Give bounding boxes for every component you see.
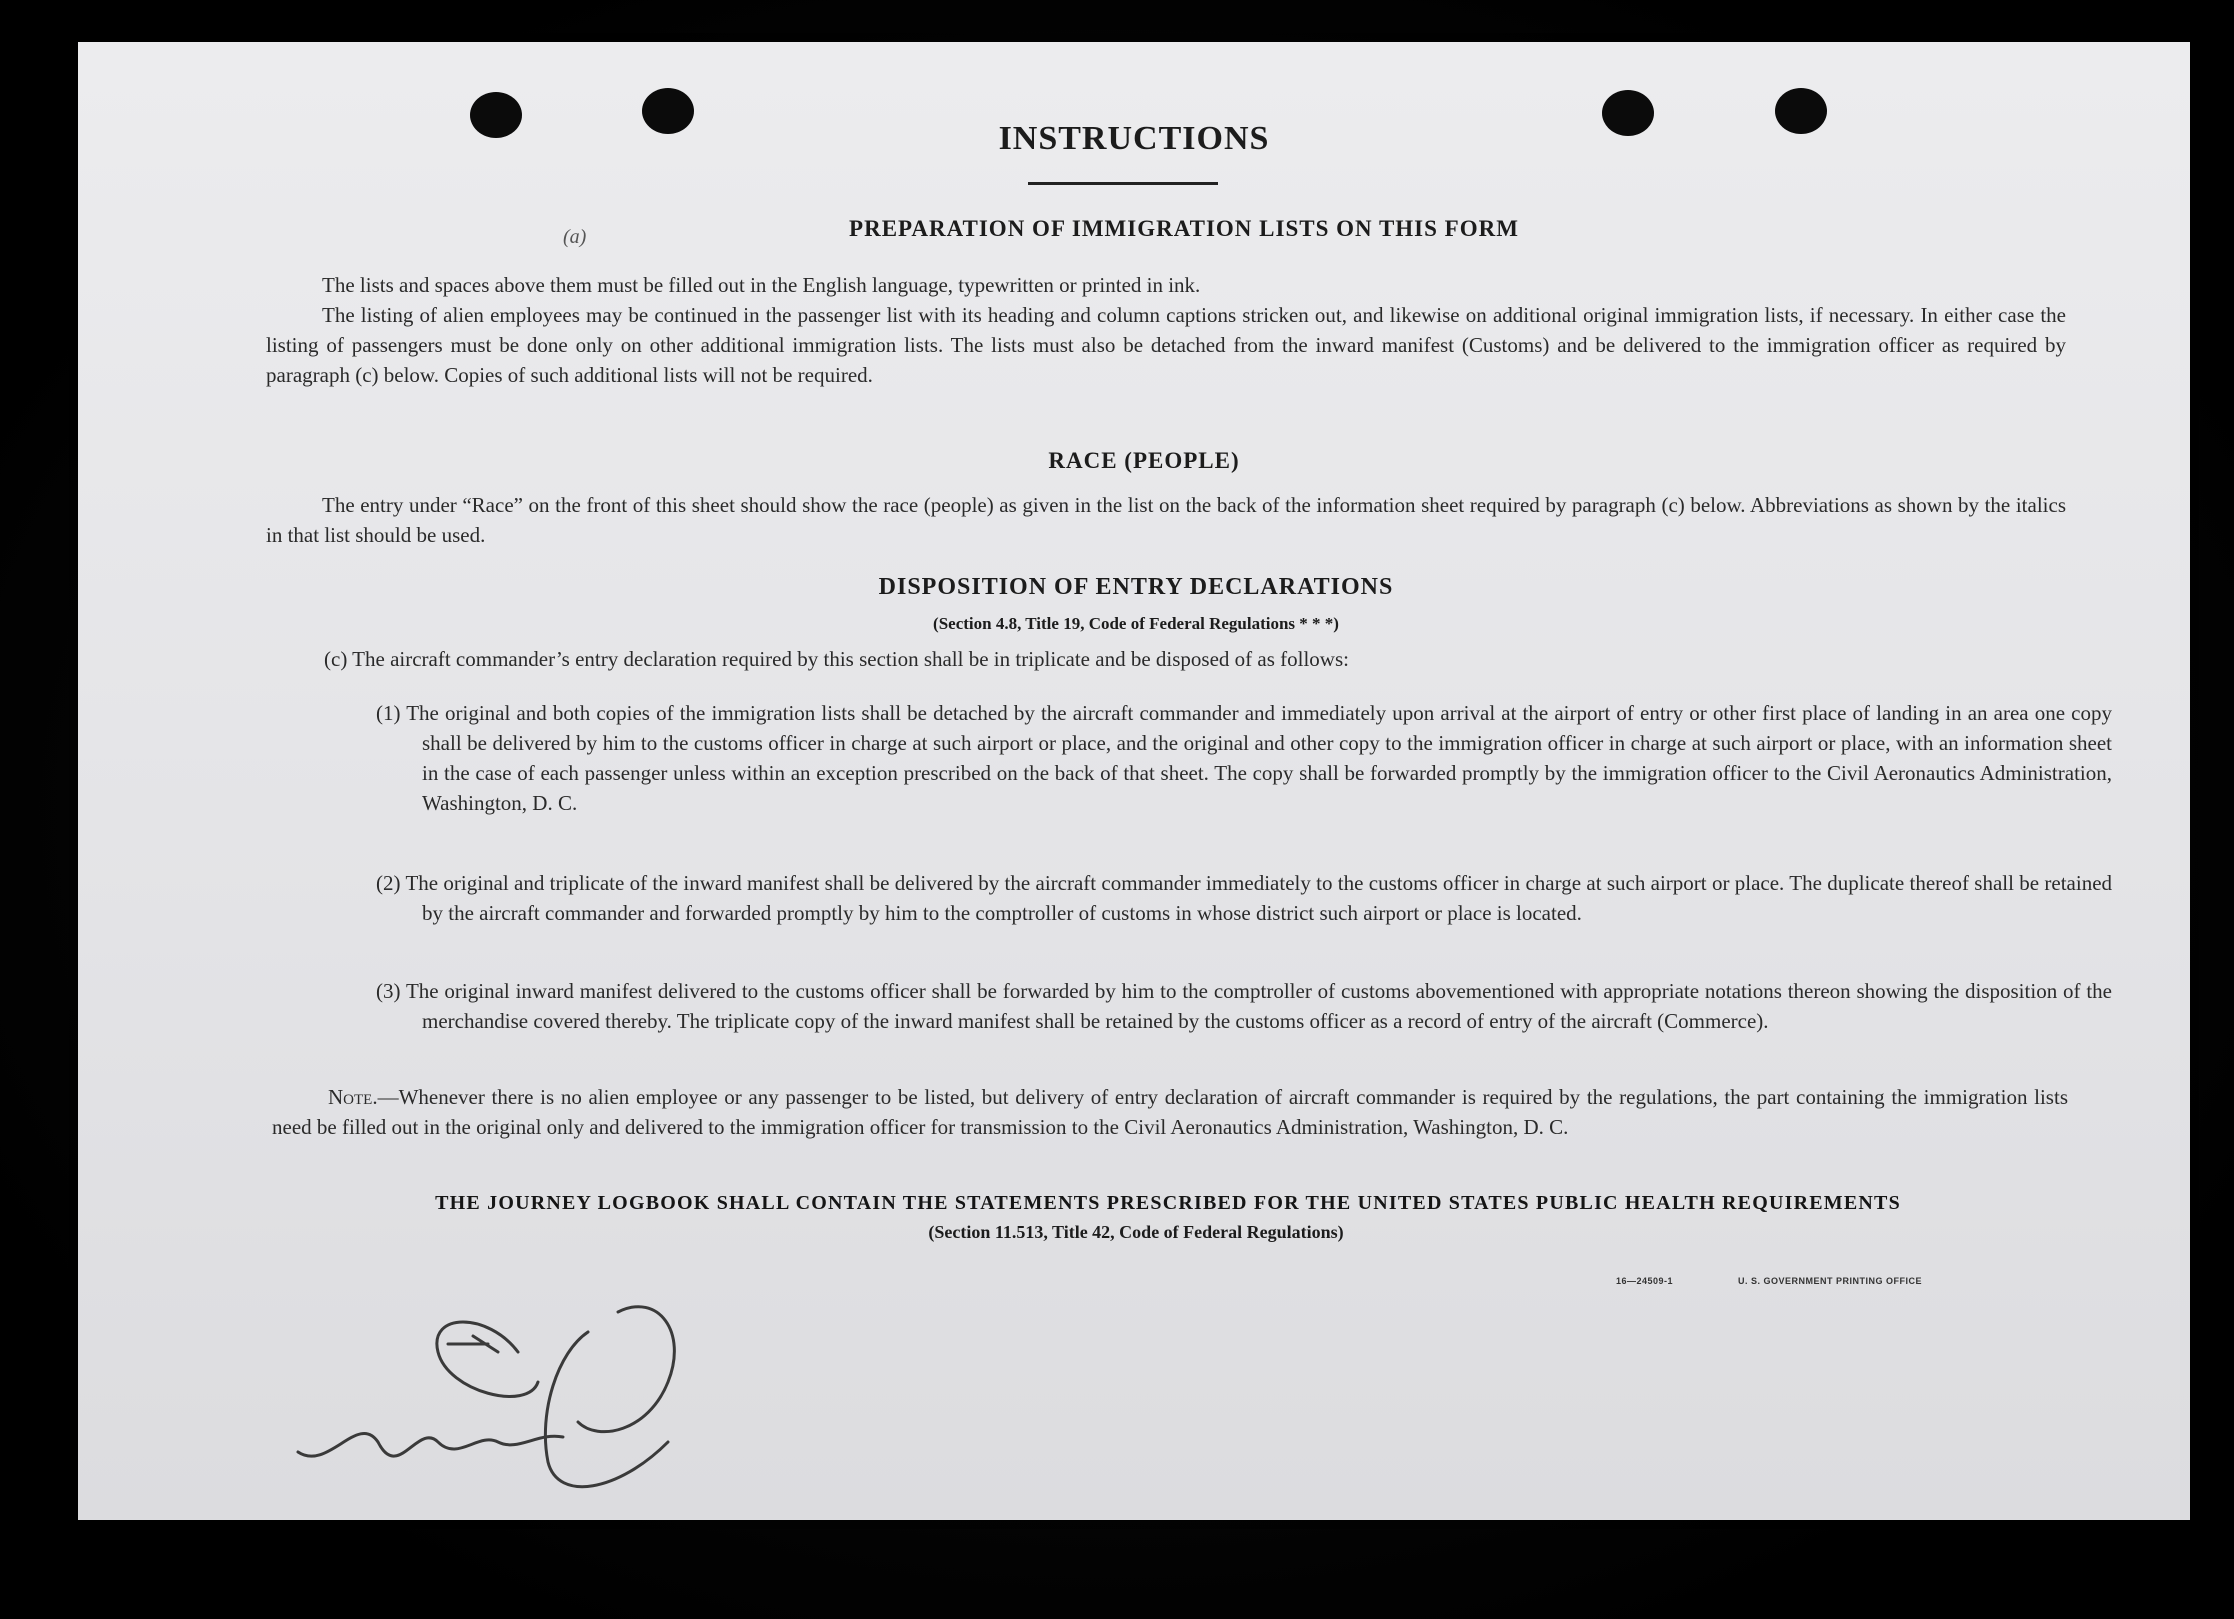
list-item-text: The original and both copies of the immigration lists shall be detached by the aircraft commander and immediately upon arrival at the airport of entry or other first place of landing in an area one copy shall be delivered by him to the customs officer in charge at such airport or place, and the original and other copy to the immigration officer in charge at such airport or place, with an information sheet in the case of each passenger unless within an exception prescribed on the back of that sheet. The copy shall be forwarded promptly by the immigration officer to the Civil Aeronautics Administration, Washington, D. C. <box>406 701 2112 815</box>
paragraph-race: The entry under “Race” on the front of this sheet should show the race (people) as given in the list on the back of the information sheet required by paragraph (c) below. Abbreviations as shown by the italics in that list should be used. <box>266 493 2066 547</box>
paragraph-alien-employees: The listing of alien employees may be continued in the passenger list with its heading and column captions stricken out, and likewise on additional original immigration lists, if necessary. In either case the listing of passengers must be done only on other additional immigration lists. The lists must also be detached from the inward manifest (Customs) and be delivered to the immigration officer as required by paragraph (c) below. Copies of such additional lists will not be required. <box>266 303 2066 387</box>
section-subheading-citation: (Section 4.8, Title 19, Code of Federal Regulations * * *) <box>933 614 1339 633</box>
section-heading-race: RACE (PEOPLE) <box>1048 448 1240 473</box>
note-text: —Whenever there is no alien employee or any passenger to be listed, but delivery of entry declaration of aircraft commander is required by the regulations, the part containing the immigration lists need be filled out in the original only and delivered to the immigration officer for transmission to the Civil Aeronautics Administration, Washington, D. C. <box>272 1085 2068 1139</box>
paragraph-intro-c: (c) The aircraft commander’s entry declaration required by this section shall be in triplicate and be disposed of as follows: <box>324 647 1349 671</box>
list-item-text: The original and triplicate of the inward manifest shall be delivered by the aircraft commander immediately to the customs officer in charge at such airport or place. The duplicate thereof shall be retained by the aircraft commander and forwarded promptly by him to the comptroller of customs in whose district such airport or place is located. <box>405 871 2113 925</box>
form-number: 16—24509-1 <box>1616 1276 1674 1286</box>
handwritten-signature <box>288 1292 768 1512</box>
list-item-number: (1) <box>376 701 407 725</box>
list-item-3 <box>376 976 2112 1036</box>
list-item-number: (3) <box>376 979 406 1003</box>
list-item-text: The original inward manifest delivered to the customs officer shall be forwarded by him to the comptroller of customs abovementioned with appropriate notations thereon showing the disposition of the merchandise covered thereby. The triplicate copy of the inward manifest shall be retained by the customs officer as a record of entry of the aircraft (Commerce). <box>405 979 2113 1033</box>
marginal-mark: (a) <box>563 226 587 248</box>
health-citation: (Section 11.513, Title 42, Code of Federal Regulations) <box>928 1222 1344 1242</box>
section-heading-preparation: PREPARATION OF IMMIGRATION LISTS ON THIS FORM <box>849 216 1519 241</box>
note-label: Note. <box>328 1085 378 1109</box>
page-title: INSTRUCTIONS <box>998 120 1270 157</box>
list-item-number: (2) <box>376 871 406 895</box>
paragraph-language: The lists and spaces above them must be filled out in the English language, typewritten or printed in ink. <box>322 273 1201 297</box>
title-underline <box>1028 182 1218 185</box>
note-paragraph <box>272 1082 2068 1142</box>
list-item-2 <box>376 868 2112 928</box>
list-item-1 <box>376 698 2112 818</box>
printer-imprint: U. S. GOVERNMENT PRINTING OFFICE <box>1738 1276 1923 1286</box>
health-requirements-statement: THE JOURNEY LOGBOOK SHALL CONTAIN THE STATEMENTS PRESCRIBED FOR THE UNITED STATES PUBLIC HEALTH REQUIREMENTS <box>435 1192 1901 1214</box>
section-heading-disposition: DISPOSITION OF ENTRY DECLARATIONS <box>878 574 1394 600</box>
document-page <box>78 42 2190 1520</box>
